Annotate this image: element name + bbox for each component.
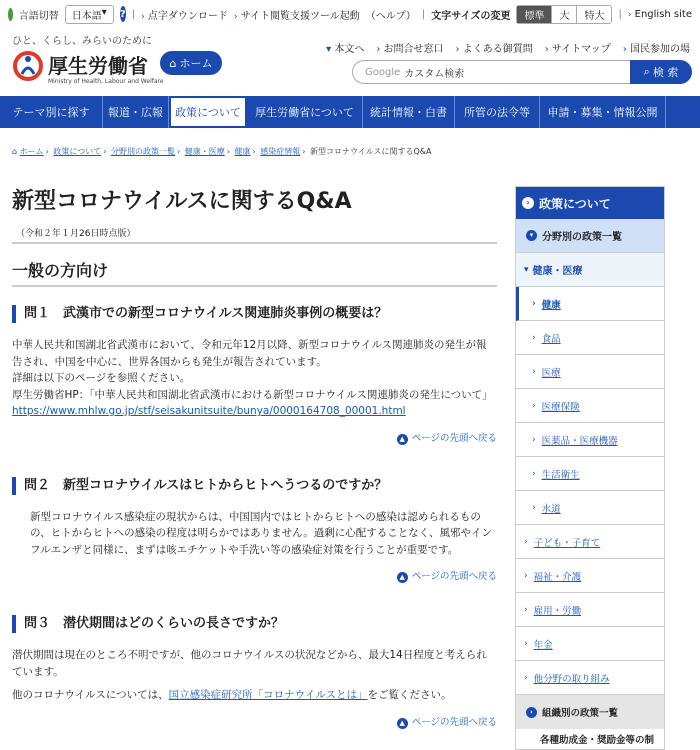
nav-item-about[interactable]: 厚生労働省について <box>247 96 363 128</box>
breadcrumb-home[interactable]: ホーム <box>19 147 44 156</box>
help-link[interactable]: （ヘルプ） <box>365 10 416 22</box>
chevron-right-icon: › <box>627 9 632 20</box>
version-date: （令和２年１月26日時点版） <box>12 226 497 244</box>
sidebar-item-welfare[interactable]: › 福祉・介護 <box>516 559 664 593</box>
arrow-up-icon: ▲ <box>397 572 408 583</box>
font-size-large-button[interactable]: 大 <box>551 6 576 23</box>
chevron-right-icon: › <box>524 570 528 581</box>
chevron-right-icon: › <box>532 400 536 411</box>
accessibility-tool-link[interactable]: › サイト閲覧支援ツール起動 <box>233 10 360 22</box>
braille-download-link[interactable]: › 点字ダウンロード <box>141 10 228 22</box>
sidebar-item-pension[interactable]: › 年金 <box>516 627 664 661</box>
site-header <box>0 28 700 94</box>
nav-item-press[interactable]: 報道・広報 <box>103 96 169 128</box>
chevron-down-icon: ▾ <box>326 44 332 55</box>
home-button[interactable]: ⌂ ホーム <box>160 51 222 75</box>
breadcrumb-health[interactable]: 健康 <box>234 147 251 156</box>
sidebar-item-water[interactable]: › 水道 <box>516 491 664 525</box>
utility-bar <box>0 0 700 28</box>
chevron-right-icon: › <box>544 44 549 55</box>
search-button[interactable]: ⌕ 検 索 <box>630 60 692 84</box>
globe-icon <box>8 8 13 21</box>
chevron-down-icon: ▾ <box>524 264 529 275</box>
breadcrumb-infection[interactable]: 感染症情報 <box>260 147 301 156</box>
header-link-sitemap[interactable]: › サイトマップ <box>544 44 611 55</box>
font-size-standard-button[interactable]: 標準 <box>517 6 551 23</box>
section-heading: 一般の方向け <box>12 258 497 287</box>
back-to-top-link[interactable]: ▲ ページの先頭へ戻る <box>12 568 497 583</box>
breadcrumb-health-medical[interactable]: 健康・医療 <box>184 147 225 156</box>
language-label: 言語切替 <box>18 10 59 22</box>
sidebar-item-food[interactable]: › 食品 <box>516 321 664 355</box>
chevron-right-icon: › <box>532 298 536 309</box>
page-title: 新型コロナウイルスに関するQ&A <box>12 189 352 214</box>
answer-2: 新型コロナウイルス感染症の現状からは、中国国内ではヒトからヒトへの感染は認められるものの、ヒトからヒトへの感染の程度は明らかではありません。過剰に心配することなく、風邪やインフルエンザと同様に、まずは咳エチケットや手洗い等の感染症対策を行うことが重要です。 <box>30 510 492 556</box>
chevron-right-icon: › <box>233 11 238 22</box>
sidebar-title[interactable]: › 政策について <box>516 187 664 219</box>
nav-item-applications[interactable]: 申請・募集・情報公開 <box>540 96 666 128</box>
chevron-right-icon: › <box>522 197 534 209</box>
breadcrumb: ⌂ ホーム › 政策について › 分野別の政策一覧 › 健康・医療 › 健康 › 感染症情報 › 新型コロナウイルスに関するQ&A <box>12 147 432 156</box>
ministry-logo-icon[interactable] <box>12 50 44 82</box>
back-to-top-link[interactable]: ▲ ページの先頭へ戻る <box>12 430 497 445</box>
nav-filler <box>666 96 700 128</box>
divider: | <box>618 8 622 20</box>
sidebar-item-employment[interactable]: › 雇用・労働 <box>516 593 664 627</box>
chevron-right-icon: › <box>532 468 536 479</box>
chevron-right-icon: › <box>524 672 528 683</box>
header-link-main[interactable]: ▾ 本文へ <box>326 44 365 55</box>
breadcrumb-policy[interactable]: 政策について <box>53 147 102 156</box>
chevron-right-icon: › <box>455 44 460 55</box>
sidebar-item-pharmaceuticals[interactable]: › 医薬品・医療機器 <box>516 423 664 457</box>
help-icon[interactable]: ? <box>120 6 126 22</box>
english-site-link[interactable]: › English site <box>627 8 692 20</box>
font-size-group <box>516 5 612 24</box>
search-input[interactable]: Google カスタム検索 <box>352 60 630 84</box>
chevron-right-icon: › <box>526 707 537 718</box>
arrow-up-icon: ▲ <box>397 718 408 729</box>
chevron-right-icon: › <box>532 502 536 513</box>
sidebar <box>515 186 665 750</box>
chevron-right-icon: › <box>376 44 381 55</box>
back-to-top-link[interactable]: ▲ ページの先頭へ戻る <box>12 714 497 729</box>
sidebar-item-medical-insurance[interactable]: › 医療保険 <box>516 389 664 423</box>
answer-3: 潜伏期間は現在のところ不明ですが、他のコロナウイルスの状況などから、最大14日程度と考えられています。 他のコロナウイルスについては、国立感染症研究所「コロナウイルスとは」をご覧ください。 <box>12 649 487 701</box>
nav-item-policy[interactable]: 政策について <box>169 96 247 128</box>
chevron-right-icon: › <box>524 536 528 547</box>
arrow-up-icon: ▲ <box>397 434 408 445</box>
header-links <box>326 40 690 55</box>
ministry-name[interactable]: 厚生労働省 <box>48 54 148 78</box>
chevron-down-icon: ▾ <box>101 6 107 18</box>
chevron-right-icon: › <box>524 638 528 649</box>
nav-item-laws[interactable]: 所管の法令等 <box>455 96 540 128</box>
home-icon: ⌂ <box>12 147 18 156</box>
nav-item-statistics[interactable]: 統計情報・白書 <box>363 96 455 128</box>
header-link-participation[interactable]: › 国民参加の場 <box>622 44 690 55</box>
sidebar-health-medical[interactable]: ▾ 健康・医療 <box>516 253 664 287</box>
tagline: ひと、くらし、みらいのために <box>12 36 152 47</box>
chevron-right-icon: › <box>524 604 528 615</box>
search-form <box>352 60 692 84</box>
sidebar-item-grants[interactable]: 各種助成金・奨励金等の制 <box>540 735 655 746</box>
header-link-contact[interactable]: › お問合せ窓口 <box>376 44 444 55</box>
chevron-right-icon: › <box>532 332 536 343</box>
global-nav <box>0 96 700 128</box>
header-link-faq[interactable]: › よくある御質問 <box>455 44 533 55</box>
sidebar-item-childcare[interactable]: › 子ども・子育て <box>516 525 664 559</box>
divider: | <box>421 8 426 20</box>
sidebar-item-medical[interactable]: › 医療 <box>516 355 664 389</box>
divider: | <box>131 8 136 20</box>
chevron-right-icon: › <box>532 434 536 445</box>
chevron-right-icon: › <box>141 11 145 22</box>
breadcrumb-current: 新型コロナウイルスに関するQ&A <box>309 147 432 156</box>
answer-1: 中華人民共和国湖北省武漢市において、令和元年12月以降、新型コロナウイルス関連肺炎の発生が報告され、中国を中心に、世界各国からも発生が報告されています。 詳細は以下のページを参照ください。 厚生労働省HP：「中華人民共和国湖北省武漢市における新型コロナウイルス関連肺炎の発生について」 https://www.mhlw.go.jp/stf/seisakunitsuite/bunya/0000164708_00001.html <box>12 339 493 417</box>
chevron-right-icon: › <box>622 44 627 55</box>
sidebar-item-other-fields[interactable]: › 他分野の取り組み <box>516 661 664 695</box>
question-heading-3: 問３ 潜伏期間はどのくらいの長さですか？ <box>12 615 497 633</box>
mhlw-link[interactable]: https://www.mhlw.go.jp/stf/seisakunitsuite/bunya/0000164708_00001.html <box>12 405 406 417</box>
font-size-xlarge-button[interactable]: 特大 <box>576 6 611 23</box>
main-content <box>12 170 497 729</box>
home-icon: ⌂ <box>169 56 177 70</box>
chevron-down-icon: ▾ <box>526 230 537 241</box>
ministry-subtitle: Ministry of Health, Labour and Welfare <box>48 78 164 85</box>
niid-link[interactable]: 国立感染症研究所「コロナウイルスとは」 <box>168 689 368 701</box>
sidebar-org-policies[interactable]: › 組織別の政策一覧 <box>516 695 664 729</box>
font-size-label: 文字サイズの変更 <box>431 10 511 22</box>
breadcrumb-field-policies[interactable]: 分野別の政策一覧 <box>110 147 175 156</box>
sidebar-item-health[interactable]: › 健康 <box>516 287 664 321</box>
question-heading-2: 問２ 新型コロナウイルスはヒトからヒトへうつるのですか？ <box>12 477 497 495</box>
search-icon: ⌕ <box>643 65 650 78</box>
nav-item-theme[interactable]: テーマ別に探す <box>0 96 103 128</box>
sidebar-field-policies[interactable]: ▾ 分野別の政策一覧 <box>516 219 664 253</box>
question-heading-1: 問１ 武漢市での新型コロナウイルス関連肺炎事例の概要は？ <box>12 305 497 323</box>
chevron-right-icon: › <box>532 366 536 377</box>
sidebar-item-sanitation[interactable]: › 生活衛生 <box>516 457 664 491</box>
language-select[interactable]: 日本語 ▾ <box>65 5 114 24</box>
